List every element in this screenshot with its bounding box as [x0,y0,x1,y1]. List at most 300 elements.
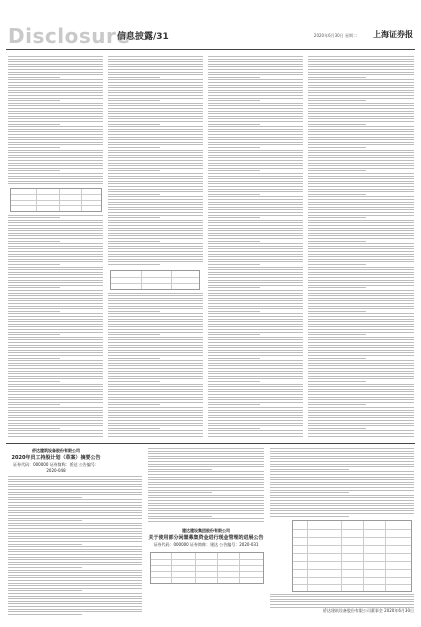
text-line [308,285,414,286]
text-line [108,85,203,86]
text-line [308,404,366,405]
text-line [8,512,142,513]
text-line [8,267,103,268]
text-line [308,246,414,247]
text-line [308,311,366,312]
text-line [308,233,414,234]
text-line [208,436,303,437]
text-line [8,150,103,151]
text-line [308,176,414,177]
text-line [308,103,414,104]
text-line [8,489,142,490]
text-line [308,173,414,174]
text-line [8,505,142,506]
text-line [308,381,366,382]
text-line [8,152,103,153]
text-line [208,308,303,309]
column-4 [308,56,414,438]
text-line [108,121,203,122]
text-line [308,241,366,242]
text-line [208,365,303,366]
text-line [270,464,414,465]
text-line [108,189,203,190]
text-line [108,137,203,138]
text-line [308,181,414,182]
text-line [8,319,103,320]
text-line [108,178,203,179]
text-line [208,248,303,249]
notice-headline [10,448,102,472]
text-line [308,259,414,260]
text-line [8,287,60,288]
text-line [308,131,414,132]
text-line [208,415,303,416]
text-line [208,77,260,78]
text-line [208,337,303,338]
text-line [308,199,414,200]
text-line [208,298,303,299]
text-line [308,69,414,70]
text-line [308,363,414,364]
text-line [108,308,203,309]
text-line [108,404,160,405]
text-line [108,251,203,252]
text-line [8,433,103,434]
notice-body-col-1 [8,476,142,616]
text-line [308,428,366,429]
text-line [208,321,303,322]
text-line [108,391,203,392]
text-line [308,264,366,265]
text-line [8,311,60,312]
text-line [108,261,203,262]
text-line [208,194,260,195]
text-line [308,345,414,346]
notice2-headline [148,528,264,548]
text-line [148,500,264,501]
text-line [108,129,203,130]
text-line [308,217,366,218]
text-line [208,61,303,62]
text-line [148,458,264,459]
text-line [208,152,303,153]
text-line [308,209,414,210]
text-line [270,453,414,454]
text-line [308,334,366,335]
text-line [308,56,414,57]
notice-body-col-2 [148,448,264,524]
text-line [308,436,414,437]
text-line [108,376,203,377]
text-line [108,207,203,208]
text-line [208,404,260,405]
text-line [308,66,414,67]
text-line [308,212,414,213]
text-line [108,131,203,132]
text-line [108,259,203,260]
text-line [108,222,203,223]
text-line [308,186,414,187]
text-line [108,186,203,187]
text-line [8,298,103,299]
text-line [208,181,303,182]
text-line [8,183,103,184]
text-line [8,567,82,568]
text-line [148,479,264,480]
text-line [108,334,160,335]
text-line [108,170,160,171]
text-line [8,82,103,83]
text-line [8,147,60,148]
text-line [208,92,303,93]
text-line [108,95,203,96]
text-line [270,505,414,506]
text-line [208,433,303,434]
text-line [108,108,203,109]
text-line [308,425,414,426]
text-line [8,588,142,589]
text-line [108,311,160,312]
text-line [108,384,203,385]
section-title: 信息披露/31 [117,32,169,42]
text-line [8,606,142,607]
text-line [148,453,264,454]
text-line [308,269,414,270]
text-line [308,417,414,418]
text-line [308,386,414,387]
text-line [8,282,103,283]
text-line [8,580,142,581]
text-line [308,189,414,190]
text-line [8,222,103,223]
text-line [308,134,414,135]
text-line [8,486,142,487]
column-3 [208,56,303,438]
text-line [8,386,103,387]
text-line [308,290,414,291]
text-line [8,90,103,91]
text-line [308,165,414,166]
text-line [8,538,142,539]
text-line [148,477,264,478]
text-line [8,373,103,374]
text-line [208,124,260,125]
text-line [8,590,82,591]
text-line [308,415,414,416]
text-line [108,420,203,421]
text-line [8,64,103,65]
text-line [8,173,103,174]
text-line [308,147,366,148]
text-line [108,230,203,231]
text-line [8,261,103,262]
text-line [308,204,414,205]
text-line [208,74,303,75]
text-line [108,152,203,153]
text-line [208,350,303,351]
text-line [8,215,103,216]
text-line [308,423,414,424]
text-line [108,155,203,156]
text-line [8,290,103,291]
text-line [270,508,414,509]
text-line [8,220,103,221]
notice-code: 证券代码：000000 证券简称：侨达 公告编号：2020-048 [13,462,99,473]
text-line [8,525,142,526]
text-line [8,251,103,252]
text-line [8,425,103,426]
text-line [270,604,414,605]
text-line [108,316,203,317]
text-line [8,554,142,555]
text-line [8,230,103,231]
text-line [208,212,303,213]
text-line [308,150,414,151]
text-line [270,458,414,459]
text-line [208,259,303,260]
text-line [8,61,103,62]
text-line [308,308,414,309]
text-line [208,384,303,385]
text-line [308,267,414,268]
text-line [8,79,103,80]
text-line [308,61,414,62]
text-line [108,347,203,348]
text-line [208,352,303,353]
text-line [208,313,303,314]
text-line [8,541,142,542]
text-line [8,324,103,325]
text-line [270,479,414,480]
text-line [308,410,414,411]
text-line [8,601,142,602]
text-line [208,170,260,171]
text-line [8,95,103,96]
text-line [108,163,203,164]
text-line [108,358,160,359]
text-line [8,585,142,586]
text-line [308,178,414,179]
text-line [208,186,303,187]
text-line [208,160,303,161]
text-line [308,293,414,294]
text-line [148,487,264,488]
text-line [148,471,264,472]
text-line [108,313,203,314]
text-line [108,428,160,429]
text-line [270,497,414,498]
text-line [8,92,103,93]
text-line [8,121,103,122]
text-line [208,306,303,307]
text-line [8,56,103,57]
text-line [308,139,414,140]
text-line [8,572,142,573]
text-line [8,111,103,112]
text-line [308,261,414,262]
text-line [108,64,203,65]
text-line [108,113,203,114]
text-line [308,95,414,96]
text-line [208,269,303,270]
text-line [308,87,414,88]
text-line [208,363,303,364]
text-line [308,85,414,86]
text-line [208,391,303,392]
text-line [8,181,103,182]
text-line [108,355,203,356]
text-line [208,261,303,262]
text-line [308,124,366,125]
text-line [108,66,203,67]
text-line [8,66,103,67]
text-line [108,98,203,99]
text-line [308,92,414,93]
text-line [108,116,203,117]
text-line [208,111,303,112]
text-line [108,430,203,431]
text-line [8,412,103,413]
text-line [208,215,303,216]
text-line [8,391,103,392]
text-line [108,399,203,400]
text-line [148,516,212,517]
text-line [108,233,203,234]
text-line [308,235,414,236]
text-line [208,397,303,398]
text-line [270,492,349,493]
notice-title: 2020年员工持股计划（草案）摘要公告 [11,455,101,461]
text-line [148,482,264,483]
text-line [308,248,414,249]
text-line [108,209,203,210]
notice2-code: 证券代码：000000 证券简称：建达 公告编号：2020-031 [153,542,259,547]
text-line [208,72,303,73]
text-line [270,503,414,504]
text-line [308,337,414,338]
text-line [8,549,142,550]
text-line [270,482,414,483]
text-line [208,222,303,223]
text-line [208,113,303,114]
text-line [208,235,303,236]
text-line [8,494,142,495]
text-line [148,505,264,506]
text-line [108,61,203,62]
text-line [8,518,142,519]
text-line [308,274,414,275]
text-line [308,225,414,226]
text-line [8,108,103,109]
text-line [308,282,414,283]
text-line [308,72,414,73]
text-line [108,256,203,257]
text-line [208,342,303,343]
text-line [8,577,142,578]
text-line [208,204,303,205]
text-line [208,100,260,101]
text-line [148,518,264,519]
text-line [208,339,303,340]
text-line [108,264,160,265]
text-line [8,178,103,179]
table-4 [292,520,412,592]
text-line [108,199,203,200]
text-line [208,378,303,379]
text-line [208,228,303,229]
text-line [8,384,103,385]
text-line [8,609,142,610]
text-line [8,233,103,234]
text-line [308,129,414,130]
text-line [108,134,203,135]
text-line [8,142,103,143]
text-line [108,332,203,333]
text-line [208,303,303,304]
text-line [108,87,203,88]
text-line [308,378,414,379]
text-line [208,220,303,221]
text-line [8,399,103,400]
text-line [108,168,203,169]
text-line [208,157,303,158]
text-line [8,520,82,521]
text-line [208,425,303,426]
text-line [308,243,414,244]
text-line [148,451,264,452]
text-line [108,365,203,366]
text-line [308,329,414,330]
text-line [8,306,103,307]
text-line [308,77,366,78]
text-line [208,371,303,372]
text-line [208,410,303,411]
text-line [8,397,103,398]
text-line [8,502,142,503]
text-line [208,199,303,200]
text-line [208,326,303,327]
text-line [148,492,212,493]
text-line [270,510,414,511]
notice2-title: 关于使用部分闲置募集资金进行现金管理的进展公告 [148,535,264,541]
text-line [8,358,60,359]
text-line [108,69,203,70]
text-line [108,228,203,229]
text-line [8,551,142,552]
text-line [108,139,203,140]
text-line [108,92,203,93]
text-line [108,126,203,127]
text-line [308,183,414,184]
text-line [208,168,303,169]
text-line [8,544,82,545]
text-line [8,131,103,132]
text-line [8,559,142,560]
text-line [148,469,212,470]
text-line [108,360,203,361]
text-line [208,334,260,335]
text-line [308,163,414,164]
text-line [270,495,414,496]
text-line [208,241,260,242]
text-line [8,415,103,416]
text-line [108,77,160,78]
text-line [308,360,414,361]
text-line [108,142,203,143]
text-line [108,337,203,338]
text-line [108,243,203,244]
text-line [8,570,142,571]
